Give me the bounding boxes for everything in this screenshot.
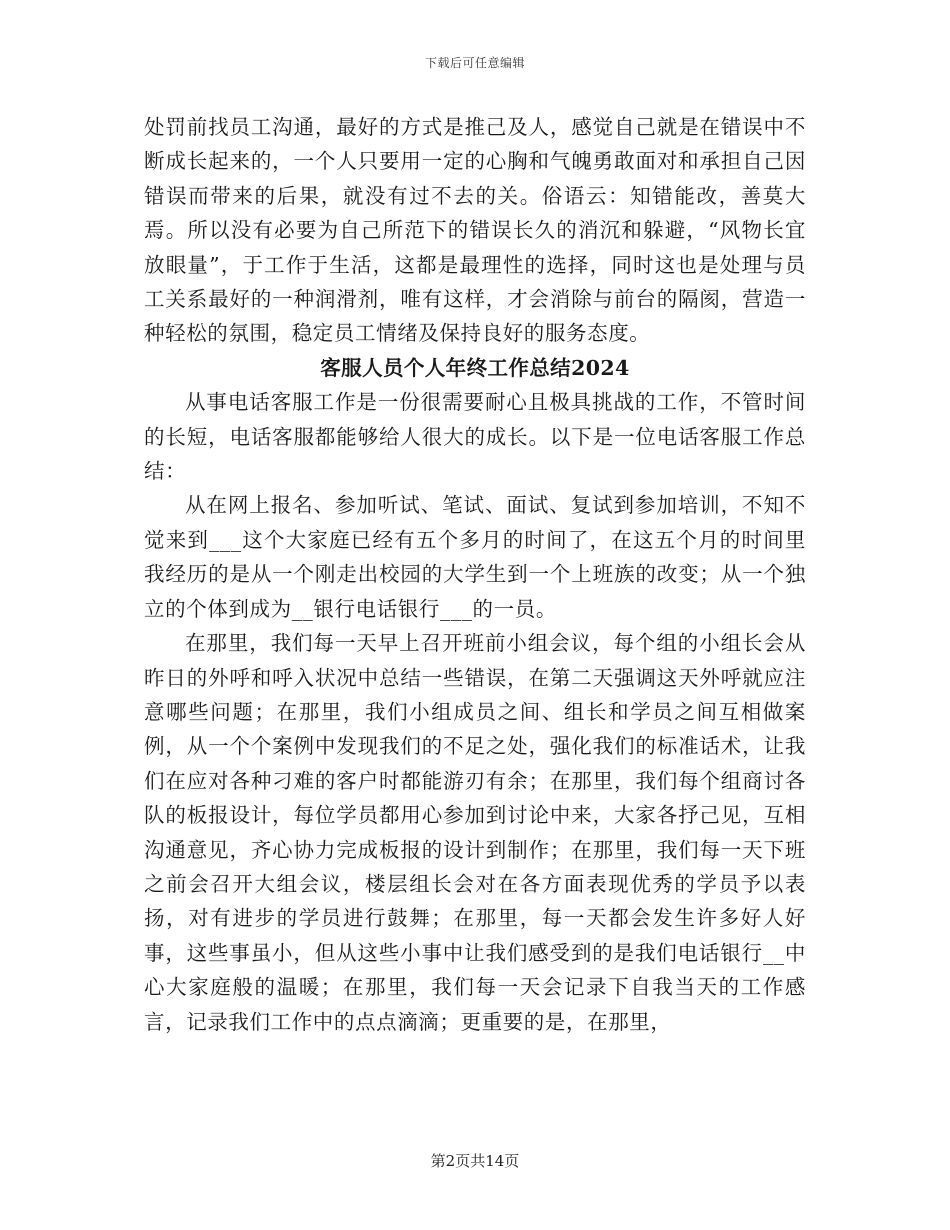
page-header-note: 下载后可任意编辑	[424, 56, 525, 70]
page-number: 第2页共14页	[430, 1152, 520, 1170]
body-paragraph: 从在网上报名、参加听试、笔试、面试、复试到参加培训，不知不觉来到___这个大家庭已经有五个多月的时间了，在这五个月的时间里我经历的是从一个刚走出校园的大学生到一个上班族的改变；从一个独立的个体到成为__银行电话银行___的一员。	[144, 493, 806, 621]
document-title: 客服人员个人年终工作总结2024	[320, 355, 630, 380]
document-body	[144, 110, 806, 1039]
intro-paragraph: 处罚前找员工沟通，最好的方式是推己及人，感觉自己就是在错误中不断成长起来的，一个人只要用一定的心胸和气魄勇敢面对和承担自己因错误而带来的后果，就没有过不去的关。俗语云：知错能改，善莫大焉。所以没有必要为自己所范下的错误长久的消沉和躲避，“风物长宜放眼量”，于工作于生活，这都是最理性的选择，同时这也是处理与员工关系最好的一种润滑剂，唯有这样，才会消除与前台的隔阂，营造一种轻松的氛围，稳定员工情绪及保持良好的服务态度。	[144, 115, 806, 346]
body-paragraph: 从事电话客服工作是一份很需要耐心且极具挑战的工作，不管时间的长短，电话客服都能够给人很大的成长。以下是一位电话客服工作总结：	[144, 390, 806, 484]
body-paragraph: 在那里，我们每一天早上召开班前小组会议，每个组的小组长会从昨日的外呼和呼入状况中总结一些错误，在第二天强调这天外呼就应注意哪些问题；在那里，我们小组成员之间、组长和学员之间互相做案例，从一个个案例中发现我们的不足之处，强化我们的标准话术，让我们在应对各种刁难的客户时都能游刃有余；在那里，我们每个组商讨各队的板报设计，每位学员都用心参加到讨论中来，大家各抒己见，互相沟通意见，齐心协力完成板报的设计到制作；在那里，我们每一天下班之前会召开大组会议，楼层组长会对在各方面表现优秀的学员予以表扬，对有进步的学员进行鼓舞；在那里，每一天都会发生许多好人好事，这些事虽小，但从这些小事中让我们感受到的是我们电话银行__中心大家庭般的温暖；在那里，我们每一天会记录下自我当天的工作感言，记录我们工作中的点点滴滴；更重要的是，在那里，	[144, 631, 806, 1034]
